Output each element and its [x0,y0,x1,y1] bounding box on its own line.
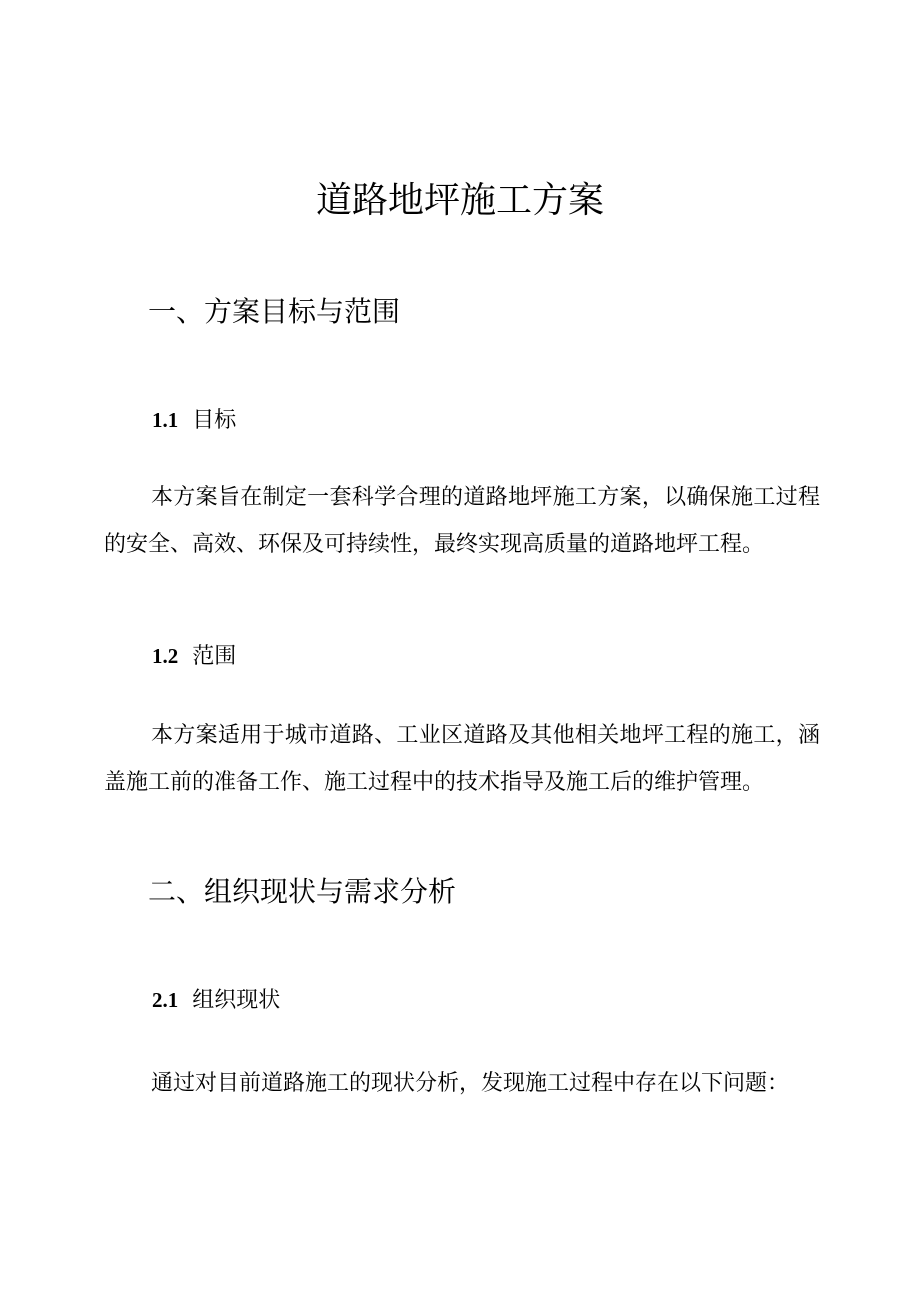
paragraph-goal: 本方案旨在制定一套科学合理的道路地坪施工方案，以确保施工过程的安全、高效、环保及可持续性，最终实现高质量的道路地坪工程。 [104,485,820,557]
subsection-heading-2-1 [152,984,280,1017]
subsection-number: 1.1 [152,408,179,432]
section-heading-1: 一、方案目标与范围 [148,295,401,328]
paragraph-current-status: 通过对目前道路施工的现状分析，发现施工过程中存在以下问题： [151,1071,790,1096]
document-title: 道路地坪施工方案 [315,180,604,221]
subsection-heading-1-2 [152,640,236,673]
subsection-heading-1-1 [152,404,236,437]
subsection-title: 范围 [192,644,237,669]
paragraph-scope: 本方案适用于城市道路、工业区道路及其他相关地坪工程的施工，涵盖施工前的准备工作、施工过程中的技术指导及施工后的维护管理。 [104,723,820,795]
section-heading-2: 二、组织现状与需求分析 [148,875,457,908]
subsection-number: 2.1 [152,988,179,1012]
subsection-title: 组织现状 [192,988,281,1013]
subsection-title: 目标 [192,408,237,433]
subsection-number: 1.2 [152,644,179,668]
